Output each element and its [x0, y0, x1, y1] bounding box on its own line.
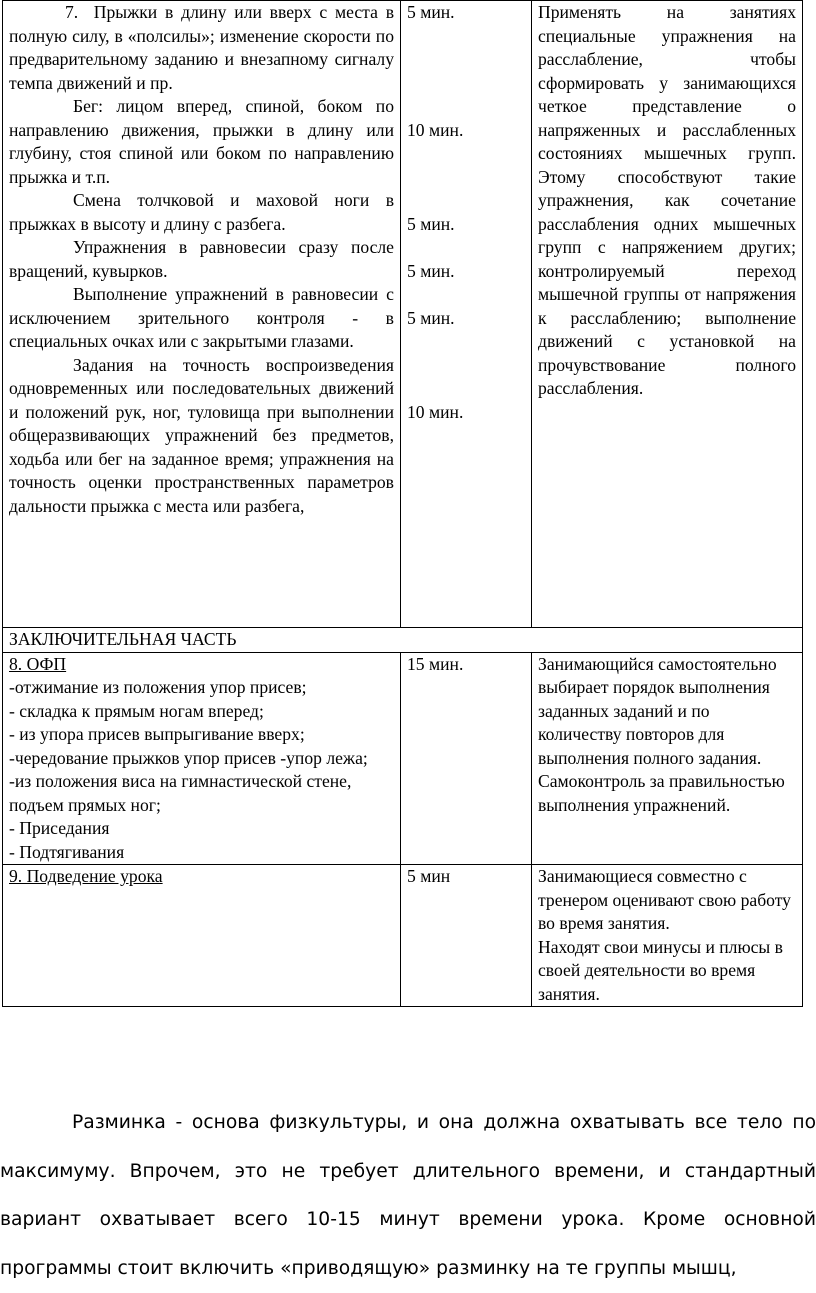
table-row: [3, 1, 803, 628]
list-item: -отжимание из положения упор присев;: [9, 677, 307, 697]
exercise-item: 7. Прыжки в длину или вверх с места в полную силу, в «полсилы»; изменение скорости по предварительному заданию и внезапному сигналу темпа движений и пр.: [9, 2, 394, 93]
exercise-item: Выполнение упражнений в равновесии с исключением зрительного контроля - в специальных очках или с закрытыми глазами.: [9, 284, 394, 351]
durations-cell: [401, 1, 532, 628]
notes-text: Занимающиеся совместно с тренером оценивают свою работу во время занятия.: [538, 866, 791, 933]
duration-value: 5 мин.: [407, 2, 455, 22]
duration-value: 10 мин.: [407, 119, 464, 140]
duration-value: 5 мин.: [407, 213, 455, 234]
list-item: -чередование прыжков упор присев -упор лежа;: [9, 747, 368, 768]
notes-cell: [532, 652, 803, 865]
paragraph-text: Разминка - основа физкультуры, и она должна охватывать все тело по максимуму. Впрочем, это не требует длительного времени, и стандартный вариант охватывает всего 10-15 минут времени урока. Кроме основной программы стоит включить «приводящую» разминку на те группы мышц,: [0, 1112, 816, 1279]
body-paragraph: [0, 1099, 816, 1293]
exercises-cell: [3, 1, 401, 628]
table-row: [3, 628, 803, 653]
lesson-plan-table: [2, 0, 803, 1007]
ofp-cell: [3, 652, 401, 865]
list-item: - Приседания: [9, 818, 110, 838]
list-item: - складка к прямым ногам вперед;: [9, 700, 264, 721]
exercise-item: Задания на точность воспроизведения одновременных или последовательных движений и положений рук, ног, туловища при выполнении общеразвивающих упражнений без предметов, ходьба или бег на заданное время; упражнения на точность оценки пространственных параметров дальности прыжка с места или разбега,: [9, 354, 394, 516]
duration-value: 10 мин.: [407, 401, 464, 422]
notes-text: Самоконтроль за правильностью выполнения упражнений.: [538, 771, 785, 815]
summary-cell: [3, 865, 401, 1007]
duration-value: 15 мин.: [401, 652, 532, 865]
section-title: ЗАКЛЮЧИТЕЛЬНАЯ ЧАСТЬ: [3, 628, 803, 653]
duration-value: 5 мин: [401, 865, 532, 1007]
exercise-item: Бег: лицом вперед, спиной, боком по направлению движения, прыжки в длину или глубину, стоя спиной или боком по направлению прыжка и т.п.: [9, 96, 394, 187]
list-item: -из положения виса на гимнастической стене, подъем прямых ног;: [9, 771, 352, 815]
duration-value: 5 мин.: [407, 260, 455, 281]
table-row: [3, 865, 803, 1007]
notes-cell: [532, 1, 803, 628]
list-item: - Подтягивания: [9, 841, 125, 862]
notes-cell: [532, 865, 803, 1007]
exercise-item: Смена толчковой и маховой ноги в прыжках в высоту и длину с разбега.: [9, 190, 394, 234]
duration-value: 5 мин.: [407, 307, 455, 328]
section-heading: 8. ОФП: [9, 653, 67, 674]
section-heading: 9. Подведение урока: [9, 866, 163, 886]
exercise-item: Упражнения в равновесии сразу после вращений, кувырков.: [9, 237, 394, 281]
notes-text: Находят свои минусы и плюсы в своей деятельности во время занятия.: [538, 936, 783, 1004]
notes-text: Применять на занятиях специальные упражнения на расслабление, чтобы сформировать у занимающихся четкое представление о напряженных и расслабленных состояниях мышечных групп. Этому способствуют такие упражнения, как сочетание расслабления одних мышечных групп с напряжением других; контролируемый переход мышечной группы от напряжения к расслаблению; выполнение движений с установкой на прочувствование полного расслабления.: [538, 2, 796, 398]
table-row: [3, 652, 803, 865]
notes-text: Занимающийся самостоятельно выбирает порядок выполнения заданных заданий и по количеству повторов для выполнения полного задания.: [538, 653, 777, 768]
list-item: - из упора присев выпрыгивание вверх;: [9, 724, 305, 744]
